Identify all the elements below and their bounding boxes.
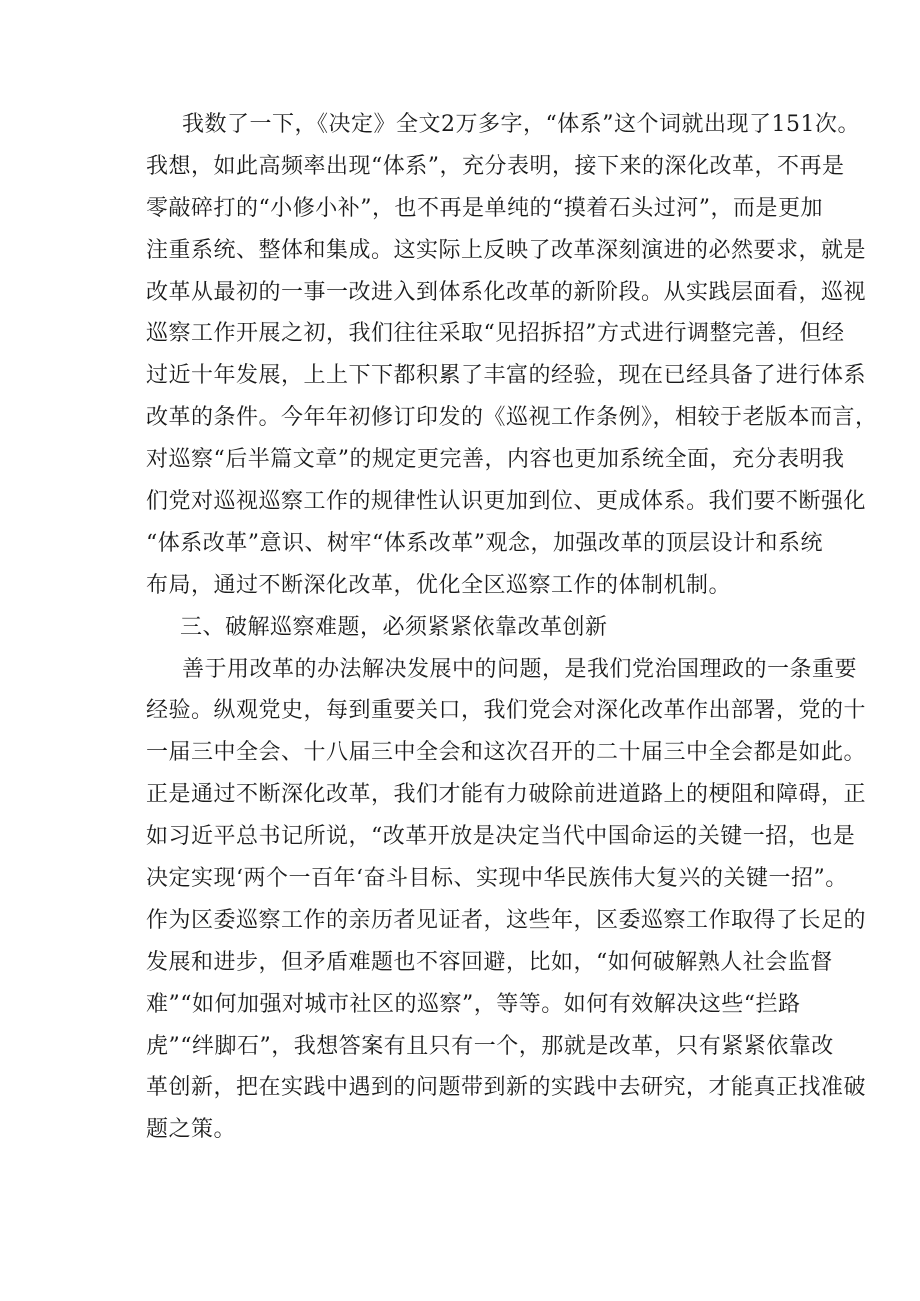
paragraph-line: 决定实现‘两个一百年‘奋斗目标、实现中华民族伟大复兴的关键一招”。 <box>146 866 848 892</box>
paragraph-line: 发展和进步，但矛盾难题也不容回避，比如，“如何破解熟人社会监督 <box>146 949 833 975</box>
paragraph-line: 我想，如此高频率出现“体系”，充分表明，接下来的深化改革，不再是 <box>146 153 845 179</box>
paragraph-line: 作为区委巡察工作的亲历者见证者，这些年，区委巡察工作取得了长足的 <box>146 907 867 933</box>
paragraph-line: 巡察工作开展之初，我们往往采取“见招拆招”方式进行调整完善，但经 <box>146 321 845 347</box>
paragraph-line: 正是通过不断深化改革，我们才能有力破除前进道路上的梗阻和障碍，正 <box>146 782 867 808</box>
paragraph-line: 零敲碎打的“小修小补”，也不再是单纯的“摸着石头过河”，而是更加 <box>146 195 823 221</box>
paragraph-line: 难”“如何加强对城市社区的巡察”，等等。如何有效解决这些“拦路 <box>146 991 801 1017</box>
paragraph-line: 过近十年发展，上上下下都积累了丰富的经验，现在已经具备了进行体系 <box>146 363 867 389</box>
paragraph-line: 我数了一下，《决定》全文2万多字，“体系”这个词就出现了151次。 <box>182 112 860 137</box>
paragraph-line: 革创新，把在实践中遇到的问题带到新的实践中去研究，才能真正找准破 <box>146 1075 867 1101</box>
section-heading: 三、破解巡察难题，必须紧紧依靠改革创新 <box>180 614 608 640</box>
document-body <box>146 104 878 1151</box>
paragraph-line: 注重系统、整体和集成。这实际上反映了改革深刻演进的必然要求，就是 <box>146 237 867 263</box>
paragraph-line: 对巡察“后半篇文章”的规定更完善，内容也更加系统全面，充分表明我 <box>146 447 845 473</box>
paragraph-line: 们党对巡视巡察工作的规律性认识更加到位、更成体系。我们要不断强化 <box>146 489 867 515</box>
paragraph-line: 虎”“绊脚石”，我想答案有且只有一个，那就是改革，只有紧紧依靠改 <box>146 1033 834 1059</box>
paragraph-line: 经验。纵观党史，每到重要关口，我们党会对深化改革作出部署，党的十 <box>146 698 867 724</box>
paragraph-line: 如习近平总书记所说，“改革开放是决定当代中国命运的关键一招，也是 <box>146 824 856 850</box>
paragraph-line: 题之策。 <box>146 1117 237 1143</box>
paragraph-line: 改革从最初的一事一改进入到体系化改革的新阶段。从实践层面看，巡视 <box>146 279 867 305</box>
paragraph-line: 改革的条件。今年年初修订印发的《巡视工作条例》，相较于老版本而言， <box>146 405 878 431</box>
paragraph-line: “体系改革”意识、树牢“体系改革”观念，加强改革的顶层设计和系统 <box>146 530 823 556</box>
paragraph-line: 布局，通过不断深化改革，优化全区巡察工作的体制机制。 <box>146 572 732 598</box>
paragraph-line: 一届三中全会、十八届三中全会和这次召开的二十届三中全会都是如此。 <box>146 740 867 766</box>
paragraph-line: 善于用改革的办法解决发展中的问题，是我们党治国理政的一条重要 <box>182 656 858 682</box>
